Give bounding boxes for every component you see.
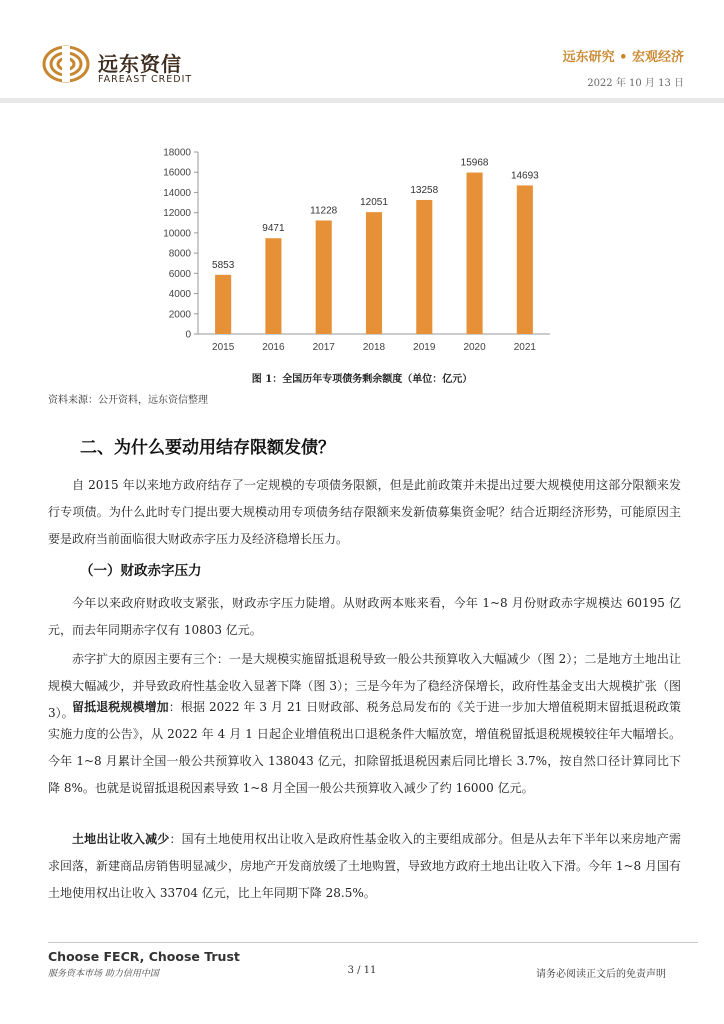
footer-slogan: Choose FECR, Choose Trust — [48, 949, 240, 964]
footer-disclaimer: 请务必阅读正文后的免责声明 — [536, 969, 666, 980]
bar-2015 — [215, 275, 231, 334]
header-section: 远东研究 • 宏观经济 — [562, 50, 684, 65]
x-tick-label-2017: 2017 — [312, 342, 335, 353]
bar-2019 — [416, 200, 432, 334]
paragraph-deficit: 今年以来政府财政收支紧张，财政赤字压力陡增。从财政两本账来看，今年 1~8 月份财政赤字规模达 60195 亿元，而去年同期赤字仅有 10803 亿元。 — [48, 596, 681, 637]
y-tick-label: 16000 — [163, 167, 191, 179]
paragraph-land-revenue — [48, 826, 681, 907]
y-tick-label: 2000 — [168, 309, 191, 321]
y-tick-label: 0 — [185, 329, 191, 341]
figure-caption: 图 1：全国历年专项债务剩余额度（单位：亿元） — [251, 374, 473, 385]
y-tick-label: 8000 — [168, 248, 191, 260]
x-tick-label-2018: 2018 — [362, 342, 386, 353]
y-tick-label: 4000 — [168, 289, 191, 301]
paragraph-reasons: 赤字扩大的原因主要有三个：一是大规模实施留抵退税导致一般公共预算收入大幅减少（图 2）；二是地方土地出让规模大幅减少，并导致政府性基金收入显著下降（图 3）；三是今年为了稳经济保增长，政府性基金支出大规模扩张（图 3）。 — [48, 652, 681, 720]
y-tick-label: 14000 — [163, 187, 191, 199]
fareast-logo-icon — [42, 44, 90, 84]
bar-chart — [150, 140, 560, 362]
data-label-2017: 11228 — [310, 205, 338, 217]
bar-2020 — [467, 173, 483, 334]
x-tick-label-2021: 2021 — [513, 342, 536, 353]
x-tick-label-2015: 2015 — [212, 342, 235, 353]
header-divider — [0, 98, 724, 103]
data-label-2021: 14693 — [510, 170, 539, 182]
tax-refund-lead: 留抵退税规模增加 — [72, 700, 169, 714]
data-label-2020: 15968 — [460, 157, 489, 169]
y-tick-label: 18000 — [163, 147, 191, 159]
y-tick-label: 12000 — [163, 208, 191, 220]
bar-2017 — [316, 220, 332, 334]
tax-refund-text: ：根据 2022 年 3 月 21 日财政部、税务总局发布的《关于进一步加大增值税期末留抵退税政策实施力度的公告》，从 2022 年 4 月 1 日起企业增值税出口退税条件大幅放宽，增值税留抵退税规模较往年大幅增长。今年 1~8 月累计全国一般公共预算收入 138043 亿元，扣除留抵退税因素后同比增长 3.7%，按自然口径计算同比下降 8%。也就是说留抵退税因素导致 1~8 月全国一般公共预算收入减少了约 16000 亿元。 — [48, 700, 681, 795]
y-tick-label: 10000 — [163, 228, 191, 240]
subsection-heading: （一）财政赤字压力 — [80, 563, 202, 579]
data-label-2015: 5853 — [212, 259, 235, 271]
x-tick-label-2016: 2016 — [262, 342, 285, 353]
data-label-2018: 12051 — [360, 197, 388, 209]
bar-2018 — [366, 212, 382, 334]
bar-2021 — [517, 185, 533, 334]
page-header — [0, 0, 724, 104]
data-label-2016: 9471 — [262, 223, 285, 235]
x-tick-label-2020: 2020 — [463, 342, 486, 353]
bar-2016 — [265, 238, 281, 334]
section-heading: 二、为什么要动用结存限额发债？ — [80, 438, 335, 458]
paragraph-tax-refund — [48, 694, 681, 802]
x-tick-label-2019: 2019 — [413, 342, 436, 353]
logo-text-cn: 远东资信 — [98, 52, 182, 76]
land-revenue-text: ：国有土地使用权出让收入是政府性基金收入的主要组成部分。但是从去年下半年以来房地产需求回落，新建商品房销售明显减少，房地产开发商放缓了土地购置，导致地方政府土地出让收入下滑。今年 1~8 月国有土地使用权出让收入 33704 亿元，比上年同期下降 28.5%。 — [48, 832, 681, 900]
figure-source: 资料来源：公开资料，远东资信整理 — [48, 395, 208, 406]
footer-divider — [48, 942, 698, 943]
logo-text-en: FAREAST CREDIT — [98, 74, 193, 85]
paragraph-intro: 自 2015 年以来地方政府结存了一定规模的专项债务限额，但是此前政策并未提出过要大规模使用这部分限额来发行专项债。为什么此时专门提出要大规模动用专项债务结存限额来发新债募集资金呢？结合近期经济形势，可能原因主要是政府当前面临很大财政赤字压力及经济稳增长压力。 — [48, 478, 681, 546]
page-number: 3 / 11 — [347, 965, 377, 976]
data-label-2019: 13258 — [410, 184, 439, 196]
y-tick-label: 6000 — [168, 268, 191, 280]
land-revenue-lead: 土地出让收入减少 — [72, 832, 170, 846]
footer-subslogan: 服务资本市场 助力信用中国 — [48, 969, 159, 979]
header-date: 2022 年 10 月 13 日 — [587, 78, 684, 89]
